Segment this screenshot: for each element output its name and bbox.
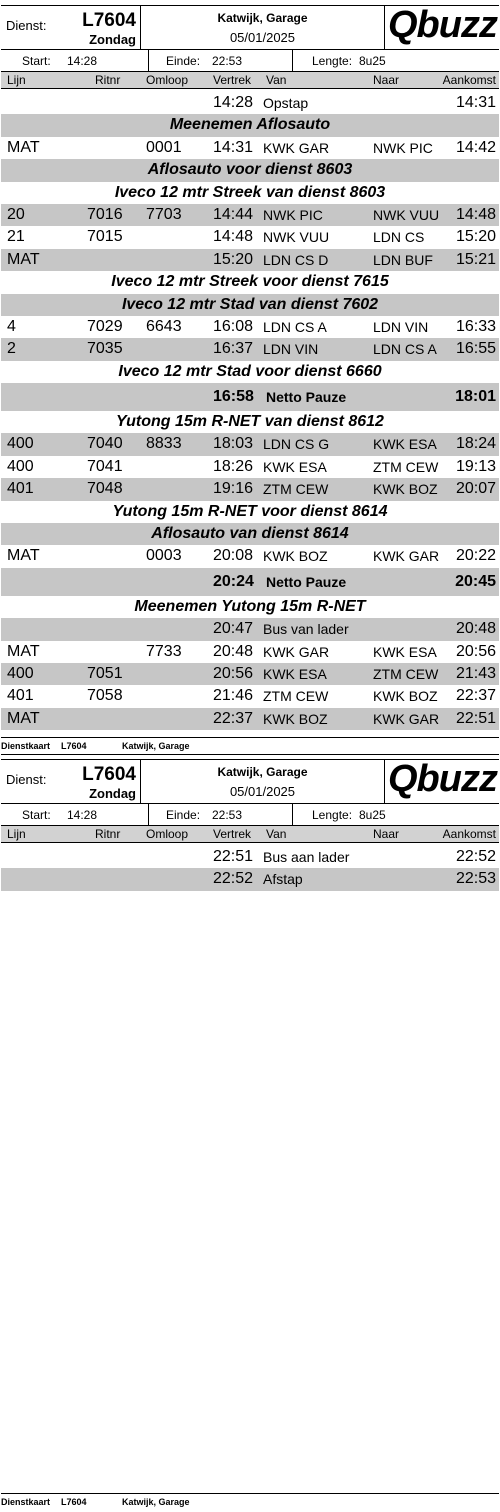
section-title-text: Yutong 15m R-NET van dienst 8612 [116, 413, 384, 431]
cell-lijn: MAT [7, 138, 40, 156]
cell-aankomst: 16:33 [455, 317, 496, 335]
cell-omloop: 8833 [146, 435, 182, 453]
table-row [1, 456, 499, 478]
cell-ritnr: 7040 [87, 435, 123, 453]
cell-van: LDN CS G [263, 436, 330, 453]
trip-table-2 [1, 843, 499, 891]
cell-vertrek: 14:44 [213, 205, 254, 223]
cell-van: KWK GAR [263, 139, 330, 156]
cell-lijn: 2 [7, 340, 16, 358]
cell-lijn: 4 [7, 317, 16, 335]
cell-aankomst: 15:21 [455, 250, 496, 268]
cell-vertrek: 22:37 [213, 709, 254, 727]
times-row-2 [1, 804, 499, 826]
section-title-text: Aflosauto van dienst 8614 [151, 525, 349, 543]
cell-vertrek: 20:47 [213, 620, 254, 638]
col-vertrek: Vertrek [213, 827, 252, 841]
cell-vertrek: 21:46 [213, 687, 254, 705]
cell-naar: NWK VUU [373, 206, 440, 223]
cell-ritnr: 7035 [87, 340, 123, 358]
col-van: Van [266, 73, 287, 87]
footer-location: Katwijk, Garage [122, 1497, 190, 1507]
cell-aankomst: 20:48 [455, 620, 496, 638]
table-row [1, 685, 499, 707]
page-2 [0, 759, 500, 891]
cell-naar: KWK BOZ [373, 688, 438, 705]
cell-ritnr: 7016 [87, 205, 123, 223]
cell-omloop: 0001 [146, 138, 182, 156]
section-title [1, 361, 499, 383]
location: Katwijk, Garage [217, 11, 308, 25]
cell-ritnr: 7051 [87, 664, 123, 682]
section-title [1, 114, 499, 136]
cell-omloop: 0003 [146, 547, 182, 565]
cell-vertrek: 14:48 [213, 228, 254, 246]
dienst-cell [1, 6, 141, 49]
cell-lijn: MAT [7, 642, 40, 660]
col-lijn: Lijn [7, 827, 26, 841]
cell-aankomst: 22:37 [455, 687, 496, 705]
col-naar: Naar [373, 827, 400, 841]
pause-label: Netto Pauze [266, 389, 347, 406]
footer-label: Dienstkaart [1, 741, 51, 751]
table-row [1, 226, 499, 248]
table-row [1, 846, 499, 868]
cell-lijn: 20 [7, 205, 25, 223]
location: Katwijk, Garage [217, 765, 308, 779]
trip-table [1, 89, 499, 730]
cell-omloop: 7733 [146, 642, 182, 660]
start-time: 14:28 [67, 808, 98, 822]
cell-lijn: MAT [7, 547, 40, 565]
pause-start: 16:58 [213, 388, 254, 406]
cell-ritnr: 7058 [87, 687, 123, 705]
lengte-value: 8u25 [359, 54, 386, 68]
cell-aankomst: 14:48 [455, 205, 496, 223]
cell-vertrek: 19:16 [213, 480, 254, 498]
page-2-top-rule [1, 754, 499, 755]
cell-van: Bus aan lader [263, 849, 350, 865]
table-row [1, 433, 499, 455]
section-title-text: Aflosauto voor dienst 8603 [147, 161, 353, 179]
cell-naar: ZTM CEW [373, 458, 439, 475]
col-aankomst: Aankomst [442, 73, 496, 87]
cell-vertrek: 20:08 [213, 547, 254, 565]
section-title-text: Iveco 12 mtr Stad voor dienst 6660 [118, 362, 382, 380]
cell-vertrek: 20:48 [213, 642, 254, 660]
einde-time: 22:53 [212, 54, 243, 68]
lengte-label: Lengte: [312, 54, 353, 68]
pause-end: 20:45 [455, 572, 496, 590]
date: 05/01/2025 [229, 30, 296, 45]
cell-vertrek: 16:08 [213, 317, 254, 335]
start-cell [1, 50, 149, 71]
section-title [1, 523, 499, 545]
logo-cell [385, 6, 499, 49]
lengte-value: 8u25 [359, 808, 386, 822]
footer-label: Dienstkaart [1, 1497, 51, 1507]
cell-van: ZTM CEW [263, 688, 329, 705]
section-title-text: Meenemen Aflosauto [169, 116, 331, 134]
dienst-cell-2 [1, 760, 141, 803]
lengte-label: Lengte: [312, 808, 353, 822]
cell-naar: KWK GAR [373, 710, 440, 727]
pause-label: Netto Pauze [266, 573, 347, 590]
section-title-text: Iveco 12 mtr Streek voor dienst 7615 [111, 273, 389, 291]
cell-naar: LDN BUF [373, 251, 433, 268]
cell-van: Afstap [263, 871, 303, 888]
cell-aankomst: 14:42 [455, 138, 496, 156]
page-1-bottom-rule [1, 737, 499, 738]
qbuzz-logo: Qbuzz [388, 4, 497, 46]
section-title [1, 501, 499, 523]
cell-vertrek: 14:28 [213, 94, 254, 111]
cell-van: NWK PIC [263, 206, 323, 223]
cell-naar: ZTM CEW [373, 665, 439, 682]
pause-end: 18:01 [455, 388, 496, 406]
dienst-number: L7604 [82, 764, 136, 785]
cell-naar: NWK PIC [373, 139, 433, 156]
table-row [1, 868, 499, 890]
cell-omloop: 7703 [146, 205, 182, 223]
table-row [1, 92, 499, 114]
page-2-bottom-rule [1, 1493, 499, 1494]
start-label: Start: [22, 54, 51, 68]
cell-aankomst: 20:07 [455, 480, 496, 498]
footer-dienst: L7604 [61, 1497, 87, 1507]
cell-ritnr: 7015 [87, 228, 123, 246]
col-vertrek: Vertrek [213, 73, 252, 87]
start-cell [1, 804, 149, 825]
section-title [1, 411, 499, 433]
cell-vertrek: 20:56 [213, 664, 254, 682]
logo-cell-2 [385, 760, 499, 803]
cell-van: KWK ESA [263, 665, 327, 682]
cell-lijn: 21 [7, 228, 25, 246]
section-title [1, 182, 499, 204]
einde-label: Einde: [166, 54, 201, 68]
dienst-label: Dienst: [6, 772, 47, 787]
cell-ritnr: 7048 [87, 480, 123, 498]
dienst-day: Zondag [89, 786, 136, 801]
page-1 [0, 5, 500, 730]
cell-vertrek: 14:31 [213, 138, 254, 156]
table-row [1, 338, 499, 360]
start-time: 14:28 [67, 54, 98, 68]
section-title-text: Meenemen Yutong 15m R-NET [134, 597, 366, 615]
cell-aankomst: 15:20 [455, 228, 496, 246]
cell-vertrek: 15:20 [213, 250, 254, 268]
cell-vertrek: 18:26 [213, 457, 254, 475]
table-row [1, 316, 499, 338]
table-row [1, 249, 499, 271]
cell-naar: KWK GAR [373, 548, 440, 565]
col-omloop: Omloop [146, 73, 189, 87]
cell-lijn: MAT [7, 250, 40, 268]
lengte-cell [293, 50, 499, 71]
cell-van: Opstap [263, 95, 309, 111]
cell-lijn: 400 [7, 457, 34, 475]
cell-aankomst: 20:56 [455, 642, 496, 660]
cell-ritnr: 7029 [87, 317, 123, 335]
section-title [1, 294, 499, 316]
pause-row [1, 383, 499, 411]
col-lijn: Lijn [7, 73, 26, 87]
times-row [1, 50, 499, 72]
footer-location: Katwijk, Garage [122, 741, 190, 751]
cell-lijn: 401 [7, 687, 34, 705]
dienst-label: Dienst: [6, 18, 47, 33]
footer-dienst: L7604 [61, 741, 87, 751]
cell-lijn: 400 [7, 435, 34, 453]
start-label: Start: [22, 808, 51, 822]
cell-van: KWK BOZ [263, 548, 328, 565]
cell-vertrek: 22:51 [213, 848, 254, 865]
location-cell-2 [141, 760, 385, 803]
cell-aankomst: 22:52 [455, 848, 496, 865]
cell-van: KWK BOZ [263, 710, 328, 727]
cell-van: LDN VIN [263, 341, 319, 358]
table-row [1, 478, 499, 500]
cell-omloop: 6643 [146, 317, 182, 335]
duty-card-header [1, 5, 499, 730]
section-title [1, 159, 499, 181]
pause-row [1, 568, 499, 596]
cell-lijn: 400 [7, 664, 34, 682]
col-ritnr: Ritnr [95, 73, 121, 87]
cell-aankomst: 19:13 [455, 457, 496, 475]
col-aankomst: Aankomst [442, 827, 496, 841]
cell-lijn: MAT [7, 709, 40, 727]
table-row [1, 618, 499, 640]
einde-cell [149, 804, 293, 825]
qbuzz-logo: Qbuzz [388, 758, 497, 800]
cell-vertrek: 18:03 [213, 435, 254, 453]
cell-aankomst: 14:31 [455, 94, 496, 111]
cell-aankomst: 16:55 [455, 340, 496, 358]
section-title-text: Yutong 15m R-NET voor dienst 8614 [112, 502, 388, 520]
cell-naar: KWK ESA [373, 643, 437, 660]
cell-aankomst: 21:43 [455, 664, 496, 682]
lengte-cell [293, 804, 499, 825]
location-cell [141, 6, 385, 49]
duty-card-header-2 [1, 759, 499, 891]
cell-aankomst: 18:24 [455, 435, 496, 453]
section-title-text: Iveco 12 mtr Streek van dienst 8603 [114, 183, 386, 201]
header-row-2 [1, 760, 499, 804]
cell-aankomst: 22:53 [455, 870, 496, 888]
cell-van: NWK VUU [263, 229, 330, 246]
col-naar: Naar [373, 73, 400, 87]
cell-naar: LDN VIN [373, 318, 429, 335]
table-row [1, 641, 499, 663]
einde-time: 22:53 [212, 808, 243, 822]
table-row [1, 545, 499, 567]
cell-lijn: 401 [7, 480, 34, 498]
section-title [1, 271, 499, 293]
cell-naar: KWK ESA [373, 436, 437, 453]
col-ritnr: Ritnr [95, 827, 121, 841]
col-omloop: Omloop [146, 827, 189, 841]
cell-van: KWK ESA [263, 458, 327, 475]
cell-vertrek: 16:37 [213, 340, 254, 358]
cell-aankomst: 20:22 [455, 547, 496, 565]
cell-van: LDN CS A [263, 318, 327, 335]
einde-label: Einde: [166, 808, 201, 822]
table-row [1, 663, 499, 685]
section-title [1, 596, 499, 618]
cell-naar: LDN CS [373, 229, 425, 246]
pause-start: 20:24 [213, 572, 254, 590]
header-row [1, 6, 499, 50]
table-row [1, 708, 499, 730]
cell-vertrek: 22:52 [213, 870, 254, 888]
column-headers-2 [1, 826, 499, 843]
column-headers [1, 72, 499, 89]
einde-cell [149, 50, 293, 71]
cell-ritnr: 7041 [87, 457, 123, 475]
dienst-number: L7604 [82, 10, 136, 31]
cell-van: ZTM CEW [263, 481, 329, 498]
table-row [1, 204, 499, 226]
table-row [1, 137, 499, 159]
section-title-text: Iveco 12 mtr Stad van dienst 7602 [121, 295, 379, 313]
cell-van: LDN CS D [263, 251, 329, 268]
date: 05/01/2025 [229, 784, 296, 799]
cell-aankomst: 22:51 [455, 709, 496, 727]
cell-naar: KWK BOZ [373, 481, 438, 498]
cell-van: KWK GAR [263, 643, 330, 660]
cell-van: Bus van lader [263, 621, 349, 638]
dienst-day: Zondag [89, 32, 136, 47]
col-van: Van [266, 827, 287, 841]
cell-naar: LDN CS A [373, 341, 437, 358]
